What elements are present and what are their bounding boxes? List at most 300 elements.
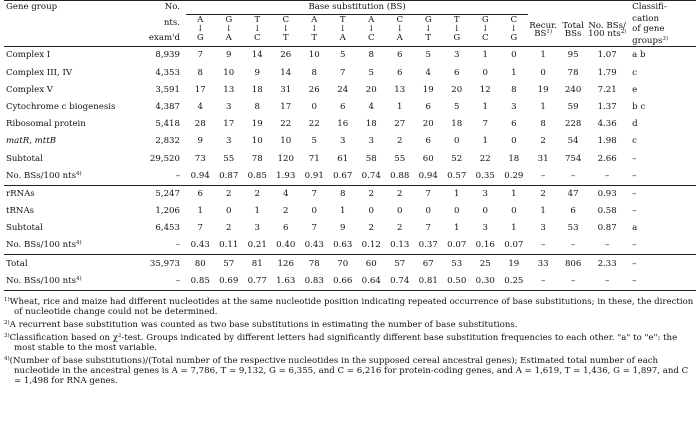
recur-value: – (540, 170, 546, 181)
table-row (4, 167, 696, 185)
nbs-value: 1.79 (597, 67, 617, 78)
gene-group-name: tRNAs (6, 206, 35, 217)
bs-value: 17 (280, 101, 292, 112)
bs-value: 2 (215, 185, 244, 203)
gene-group-name: Subtotal (6, 223, 43, 234)
bs-value: 2 (283, 206, 289, 217)
bs-value: 16 (337, 119, 349, 130)
bs-value: 2 (357, 185, 386, 203)
bs-value: 6 (454, 67, 460, 78)
cls-value: b c (632, 101, 646, 112)
footnote: $^{1)}$Wheat, rice and maize had different nucleotides at the same nucleotide position indicating repeated occurrence of base substitutions; in these, the direction of nucleotide change could not be determined. (4, 296, 694, 317)
bs-value: 0.07 (447, 240, 467, 251)
cls-value: – (626, 255, 696, 273)
substitution-headers (186, 15, 528, 44)
bs-value: 0.77 (243, 273, 272, 291)
bs-value: 0.87 (219, 170, 239, 181)
bs-value: 0 (454, 136, 460, 147)
total-value: 228 (564, 119, 582, 130)
recur-value: 2 (540, 136, 546, 147)
bs-value: 28 (194, 119, 206, 130)
bs-value: 0.40 (276, 240, 296, 251)
bs-value: 4 (197, 101, 203, 112)
nts-value: 3,591 (155, 84, 180, 95)
bs-value: 19 (251, 119, 263, 130)
bs-value: 126 (272, 255, 301, 273)
bs-value: 0 (425, 206, 431, 217)
cls-value: – (632, 153, 637, 164)
gene-group-name: No. BSs/100 nts$^{4)}$ (4, 273, 140, 291)
cls-value: c (632, 136, 637, 147)
cls-value: c (632, 67, 637, 78)
bs-value: 8 (254, 101, 260, 112)
bs-value: 9 (340, 223, 346, 234)
bs-value: 13 (394, 84, 406, 95)
nts-value: 5,418 (155, 119, 180, 130)
bs-value: 58 (365, 153, 377, 164)
bs-value: 3 (368, 136, 374, 147)
bs-value: 1 (500, 185, 529, 203)
bs-value: 6 (283, 223, 289, 234)
total-value: – (558, 273, 588, 291)
bs-value: 73 (194, 153, 206, 164)
bs-value: 0.74 (386, 273, 415, 291)
bs-value: 0.43 (190, 240, 210, 251)
recur-value: 1 (540, 50, 546, 61)
nts-header-3: exam'd (148, 33, 180, 44)
bs-value: 53 (443, 255, 472, 273)
gene-group-name: rRNAs (4, 185, 140, 203)
bs-value: 6 (340, 101, 346, 112)
bs-value: 57 (215, 255, 244, 273)
bs-value: 3 (226, 101, 232, 112)
cls-value: a (632, 223, 638, 234)
bs-value: 0.67 (333, 170, 353, 181)
total-value: 806 (558, 255, 588, 273)
recur-value: 33 (528, 255, 558, 273)
nts-header-2: nts. (163, 18, 180, 29)
bs-value: 7 (340, 67, 346, 78)
bs-value: 26 (308, 84, 320, 95)
bs-value: 6 (397, 67, 403, 78)
substitution-header: C ↓ T (282, 14, 290, 43)
gene-group-name: Ribosomal protein (6, 119, 86, 130)
bs-value: 26 (280, 50, 292, 61)
table-row (4, 185, 696, 203)
bs-value: 71 (308, 153, 320, 164)
total-value: 95 (567, 50, 579, 61)
bs-value: 6 (397, 50, 403, 61)
nbs-value: 0.87 (597, 223, 617, 234)
bs-value: 8 (197, 67, 203, 78)
total-value: 6 (570, 206, 576, 217)
nbs-header: No. BSs/ 100 nts$^{2)}$ (588, 20, 627, 40)
substitution-header: T ↓ A (339, 14, 347, 43)
bs-value: 5 (340, 50, 346, 61)
bs-value: 14 (280, 67, 292, 78)
bs-value: 8 (511, 84, 517, 95)
cls-value: d (632, 119, 638, 130)
bs-value: 60 (422, 153, 434, 164)
bs-value: 1 (482, 101, 488, 112)
table-row (4, 116, 696, 133)
bs-value: 0 (511, 50, 517, 61)
bs-value: 12 (479, 84, 491, 95)
bs-value: 0.63 (333, 240, 353, 251)
bs-title: Base substitution (BS) (186, 1, 528, 15)
bs-value: 17 (194, 84, 206, 95)
cls-value: – (632, 206, 637, 217)
bs-value: 13 (223, 84, 235, 95)
table-row (4, 273, 696, 291)
bs-value: 5 (311, 136, 317, 147)
total-header: Total BSs (562, 20, 584, 40)
substitution-header: C ↓ G (510, 14, 518, 43)
substitution-header: C ↓ A (396, 14, 404, 43)
table-row (4, 47, 696, 65)
bs-value: 80 (186, 255, 215, 273)
bs-value: 7 (197, 50, 203, 61)
gene-group-name: Complex III, IV (6, 67, 73, 78)
nbs-value: – (604, 240, 610, 251)
bs-value: 20 (422, 119, 434, 130)
bs-value: 4 (368, 101, 374, 112)
table-row (4, 255, 696, 273)
cls-value: – (632, 240, 637, 251)
bs-value: 4 (425, 67, 431, 78)
nts-value: 2,832 (155, 136, 180, 147)
cls-header-1: Classifi- (626, 1, 696, 15)
bs-value: 78 (300, 255, 329, 273)
table-row (4, 220, 696, 237)
bs-value: 0 (368, 206, 374, 217)
bs-value: 7 (482, 119, 488, 130)
gene-group-name: No. BSs/100 nts$^{4)}$ (6, 170, 82, 181)
bs-value: 0.64 (357, 273, 386, 291)
bs-value: 1 (197, 206, 203, 217)
bs-value: 6 (425, 101, 431, 112)
substitution-header: G ↓ A (225, 14, 233, 43)
nbs-value: 2.66 (597, 153, 617, 164)
bs-value: 0.25 (500, 273, 529, 291)
bs-value: 0.16 (475, 240, 495, 251)
bs-value: 0.94 (190, 170, 210, 181)
cls-header-rest: cation of gene groups$^{3)}$ (632, 14, 669, 47)
total-value: – (570, 240, 576, 251)
table-row (4, 99, 696, 116)
bs-value: 0.91 (304, 170, 324, 181)
bs-value: 1 (511, 223, 517, 234)
table-row (4, 203, 696, 220)
bs-value: 18 (508, 153, 520, 164)
bs-value: 7 (425, 223, 431, 234)
gene-group-name: No. BSs/100 nts$^{4)}$ (6, 240, 82, 251)
bs-value: 5 (454, 101, 460, 112)
bs-value: 17 (223, 119, 235, 130)
bs-value: 0.94 (418, 170, 438, 181)
bs-value: 5 (368, 67, 374, 78)
bs-value: 14 (251, 50, 263, 61)
bs-value: 19 (422, 84, 434, 95)
bs-value: 25 (471, 255, 500, 273)
recur-value: – (540, 240, 546, 251)
bs-value: 61 (337, 153, 349, 164)
bs-value: 0.21 (247, 240, 267, 251)
bs-value: 6 (186, 185, 215, 203)
base-substitution-table (4, 0, 696, 291)
nts-value: 35,973 (140, 255, 186, 273)
bs-value: 0.88 (390, 170, 410, 181)
bs-value: 55 (223, 153, 235, 164)
recur-value: 1 (540, 206, 546, 217)
footnote: $^{4)}$(Number of base substitutions)/(Total number of the respective nucleotides in the supposed cereal ancestral genes); Estimated total number of each nucleotide in the ancestral genes is A = 7,786, T = 9,132, G = 6,355, and C = 6,216 for protein-coding genes, and A = 1,619, T = 1,436, G = 1,897, and C = 1,498 for RNA genes. (4, 356, 689, 387)
nbs-value: 1.98 (597, 136, 617, 147)
table-row (4, 81, 696, 98)
cls-value: – (626, 273, 696, 291)
recur-value: 19 (537, 84, 549, 95)
substitution-header: A ↓ G (196, 14, 204, 43)
bs-value: 20 (365, 84, 377, 95)
bs-value: 2 (397, 223, 403, 234)
bs-value: 3 (454, 50, 460, 61)
bs-value: 18 (251, 84, 263, 95)
nts-value: – (175, 240, 180, 251)
bs-value: 0.85 (186, 273, 215, 291)
gene-group-name: Total (4, 255, 140, 273)
cls-value: – (626, 185, 696, 203)
bs-value: 1 (482, 136, 488, 147)
bs-value: 57 (386, 255, 415, 273)
bs-value: 0.74 (361, 170, 381, 181)
bs-value: 22 (479, 153, 491, 164)
bs-value: 3 (226, 136, 232, 147)
bs-value: 9 (254, 67, 260, 78)
bs-value: 0 (511, 206, 517, 217)
bs-value: 0 (482, 67, 488, 78)
recur-value: 1 (540, 101, 546, 112)
bs-value: 67 (414, 255, 443, 273)
bs-value: 7 (414, 185, 443, 203)
recur-value: 2 (528, 185, 558, 203)
bs-value: 0.37 (418, 240, 438, 251)
nts-value: 29,520 (149, 153, 180, 164)
bs-value: 10 (308, 50, 320, 61)
bs-value: 2 (243, 185, 272, 203)
bs-value: 19 (500, 255, 529, 273)
bs-value: 0 (511, 136, 517, 147)
table-row (4, 150, 696, 167)
recur-header: Recur. BS$^{1)}$ (529, 20, 558, 40)
bs-value: 22 (308, 119, 320, 130)
bs-value: 10 (251, 136, 263, 147)
bs-value: 31 (280, 84, 292, 95)
bs-value: 0 (454, 206, 460, 217)
bs-value: 0.57 (447, 170, 467, 181)
table-body (4, 47, 696, 291)
bs-value: 0 (226, 206, 232, 217)
bs-value: 18 (365, 119, 377, 130)
nts-value: 4,353 (155, 67, 180, 78)
footnotes (4, 295, 696, 387)
total-value: 240 (564, 84, 582, 95)
nbs-value: 1.07 (597, 50, 617, 61)
table-row (4, 64, 696, 81)
bs-value: 0.12 (361, 240, 381, 251)
bs-value: 1.63 (272, 273, 301, 291)
total-value: 754 (564, 153, 582, 164)
bs-value: 0.85 (247, 170, 267, 181)
bs-value: 81 (243, 255, 272, 273)
total-value: 53 (567, 223, 579, 234)
table-container (4, 0, 696, 386)
bs-value: 9 (226, 50, 232, 61)
cls-value: a b (632, 50, 646, 61)
bs-value: 0 (311, 206, 317, 217)
bs-value: 0.69 (215, 273, 244, 291)
nts-value: 8,939 (155, 50, 180, 61)
bs-value: 8 (368, 50, 374, 61)
nbs-value: 4.36 (597, 119, 617, 130)
total-value: 59 (567, 101, 579, 112)
bs-value: 70 (329, 255, 358, 273)
bs-value: 1 (511, 67, 517, 78)
nbs-value: 0.58 (597, 206, 617, 217)
bs-value: 0.29 (504, 170, 524, 181)
bs-value: 2 (368, 223, 374, 234)
bs-value: 0 (397, 206, 403, 217)
bs-value: 0.50 (443, 273, 472, 291)
bs-value: 0.13 (390, 240, 410, 251)
recur-value: 8 (540, 119, 546, 130)
gene-group-header: Gene group (4, 1, 140, 15)
total-value: 78 (567, 67, 579, 78)
gene-group-name: Subtotal (6, 153, 43, 164)
nbs-value: 7.21 (597, 84, 617, 95)
bs-value: 0 (311, 101, 317, 112)
bs-value: 2 (386, 185, 415, 203)
bs-value: 78 (251, 153, 263, 164)
bs-value: 0.83 (300, 273, 329, 291)
cls-value: – (632, 170, 637, 181)
substitution-header: G ↓ T (424, 14, 432, 43)
bs-value: 9 (197, 136, 203, 147)
bs-value: 6 (425, 136, 431, 147)
bs-value: 0.81 (414, 273, 443, 291)
bs-value: 2 (226, 223, 232, 234)
bs-value: 24 (337, 84, 349, 95)
footnote: $^{3)}$Classification based on χ²-test. Groups indicated by different letters had significantly different base substitution frequencies to each other. "a" to "e": the most stable to the most variable. (4, 333, 678, 354)
nts-value: 1,206 (155, 206, 180, 217)
table-row (4, 237, 696, 255)
nbs-value: – (588, 273, 626, 291)
bs-value: 22 (280, 119, 292, 130)
bs-value: 0.66 (329, 273, 358, 291)
nbs-value: 2.33 (588, 255, 626, 273)
bs-value: 3 (471, 185, 500, 203)
nts-value: – (140, 273, 186, 291)
bs-value: 0.43 (304, 240, 324, 251)
substitution-header: T ↓ C (253, 14, 261, 43)
bs-value: 20 (451, 84, 463, 95)
bs-value: 27 (394, 119, 406, 130)
cls-value: e (632, 84, 638, 95)
bs-value: 3 (254, 223, 260, 234)
nts-value: 6,453 (155, 223, 180, 234)
gene-group-name: matR, mttB (6, 136, 57, 147)
bs-value: 4 (272, 185, 301, 203)
substitution-header: T ↓ G (453, 14, 461, 43)
bs-value: 7 (300, 185, 329, 203)
bs-value: 52 (451, 153, 463, 164)
header-row-1 (4, 1, 696, 15)
bs-value: 1 (454, 223, 460, 234)
bs-value: 6 (511, 119, 517, 130)
nts-header-1: No. (140, 1, 186, 15)
bs-value: 10 (280, 136, 292, 147)
bs-value: 1 (254, 206, 260, 217)
header-row-2 (4, 14, 696, 47)
total-value: 47 (558, 185, 588, 203)
bs-value: 0 (482, 206, 488, 217)
bs-value: 60 (357, 255, 386, 273)
bs-value: 1 (340, 206, 346, 217)
recur-value: 3 (540, 223, 546, 234)
table-header (4, 1, 696, 47)
gene-group-name: Complex V (6, 84, 54, 95)
footnote: $^{2)}$A recurrent base substitution was counted as two base substitutions in estimating the number of base substitutions. (4, 319, 518, 330)
substitution-header: A ↓ C (367, 14, 375, 43)
bs-value: 8 (329, 185, 358, 203)
bs-value: 1 (397, 101, 403, 112)
bs-value: 3 (340, 136, 346, 147)
nts-value: 5,247 (140, 185, 186, 203)
bs-value: 55 (394, 153, 406, 164)
bs-value: 7 (311, 223, 317, 234)
nbs-value: 1.37 (597, 101, 617, 112)
recur-value: 0 (540, 67, 546, 78)
total-value: 54 (567, 136, 579, 147)
bs-value: 5 (425, 50, 431, 61)
table-row (4, 133, 696, 150)
bs-value: 120 (277, 153, 294, 164)
bs-value: 0.11 (219, 240, 239, 251)
recur-value: 31 (537, 153, 549, 164)
nts-value: 4,387 (155, 101, 180, 112)
bs-value: 1 (482, 50, 488, 61)
bs-value: 3 (482, 223, 488, 234)
nbs-value: – (604, 170, 610, 181)
nbs-value: 0.93 (588, 185, 626, 203)
total-value: – (570, 170, 576, 181)
nts-value: – (175, 170, 180, 181)
gene-group-name: Cytochrome c biogenesis (6, 101, 116, 112)
bs-value: 18 (451, 119, 463, 130)
bs-value: 10 (223, 67, 235, 78)
gene-group-name: Complex I (6, 50, 51, 61)
bs-value: 3 (511, 101, 517, 112)
bs-value: 2 (397, 136, 403, 147)
substitution-header: G ↓ C (481, 14, 489, 43)
bs-value: 8 (311, 67, 317, 78)
bs-value: 1 (443, 185, 472, 203)
bs-value: 0.30 (471, 273, 500, 291)
bs-value: 0.35 (475, 170, 495, 181)
bs-value: 0.07 (504, 240, 524, 251)
bs-value: 1.93 (276, 170, 296, 181)
bs-value: 7 (197, 223, 203, 234)
recur-value: – (528, 273, 558, 291)
substitution-header: A ↓ T (310, 14, 318, 43)
